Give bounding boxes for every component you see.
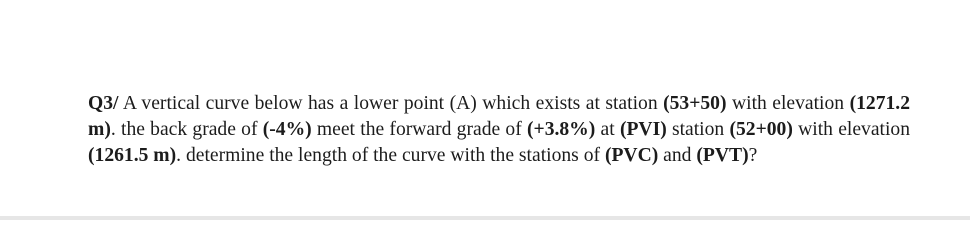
- question-segment: A vertical curve below has a lower point (A) which exists at station: [118, 93, 664, 114]
- question-label: Q3/: [88, 93, 119, 114]
- question-segment: . the back grade of: [110, 119, 263, 140]
- question-segment: ?: [748, 145, 758, 166]
- question-segment: station: [666, 119, 730, 140]
- elevation-a-value: (1271.2 m): [88, 93, 910, 140]
- elevation-pvi-value: (1261.5 m): [88, 145, 177, 166]
- station-pvi-value: (52+00): [729, 119, 793, 140]
- bottom-divider: [0, 216, 970, 220]
- question-segment: with elevation: [726, 93, 850, 114]
- pvi-term: (PVI): [619, 119, 667, 140]
- pvt-term: (PVT): [696, 145, 749, 166]
- forward-grade-value: (+3.8%): [527, 119, 596, 140]
- question-segment: . determine the length of the curve with the stations of: [176, 145, 605, 166]
- station-a-value: (53+50): [663, 93, 727, 114]
- question-segment: with elevation: [792, 119, 911, 140]
- question-segment: at: [595, 119, 620, 140]
- question-segment: meet the forward grade of: [311, 119, 527, 140]
- question-text: [88, 91, 910, 169]
- pvc-term: (PVC): [604, 145, 659, 166]
- back-grade-value: (-4%): [262, 119, 312, 140]
- question-segment: and: [658, 145, 697, 166]
